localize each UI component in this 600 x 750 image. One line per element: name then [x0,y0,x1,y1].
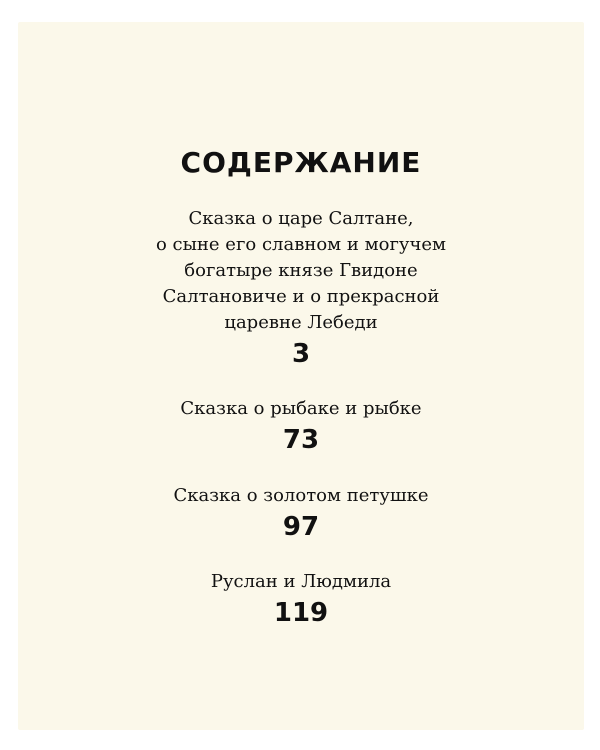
page-title: СОДЕРЖАНИЕ [180,146,422,179]
toc-entry-title-line: царевне Лебеди [224,312,378,333]
toc-entry-title-line: Руслан и Людмила [210,571,392,592]
toc-entry-title-line: Сказка о золотом петушке [173,485,429,506]
toc-entry [18,396,584,456]
toc-entry [18,569,584,629]
toc-entry-title [18,206,584,336]
toc-entry-title [18,396,584,422]
toc-entry-title-line: о сыне его славном и могучем [155,234,447,255]
toc-entry-title [18,569,584,595]
toc-entry-title-line: Салтановиче и о прекрасной [162,286,440,307]
toc-entry-page-number: 119 [273,598,329,628]
toc-entry-page-number: 97 [282,512,320,542]
toc-entry [18,206,584,370]
toc-entry-title-line: Сказка о рыбаке и рыбке [180,398,422,419]
toc-entry [18,483,584,543]
toc-entry-page-number: 3 [291,339,311,369]
toc-entry-title [18,483,584,509]
toc-entry-title-line: Сказка о царе Салтане, [188,208,414,229]
book-page [18,22,584,730]
toc-entry-title-line: богатыре князе Гвидоне [184,260,418,281]
toc-entry-page-number: 73 [282,425,320,455]
